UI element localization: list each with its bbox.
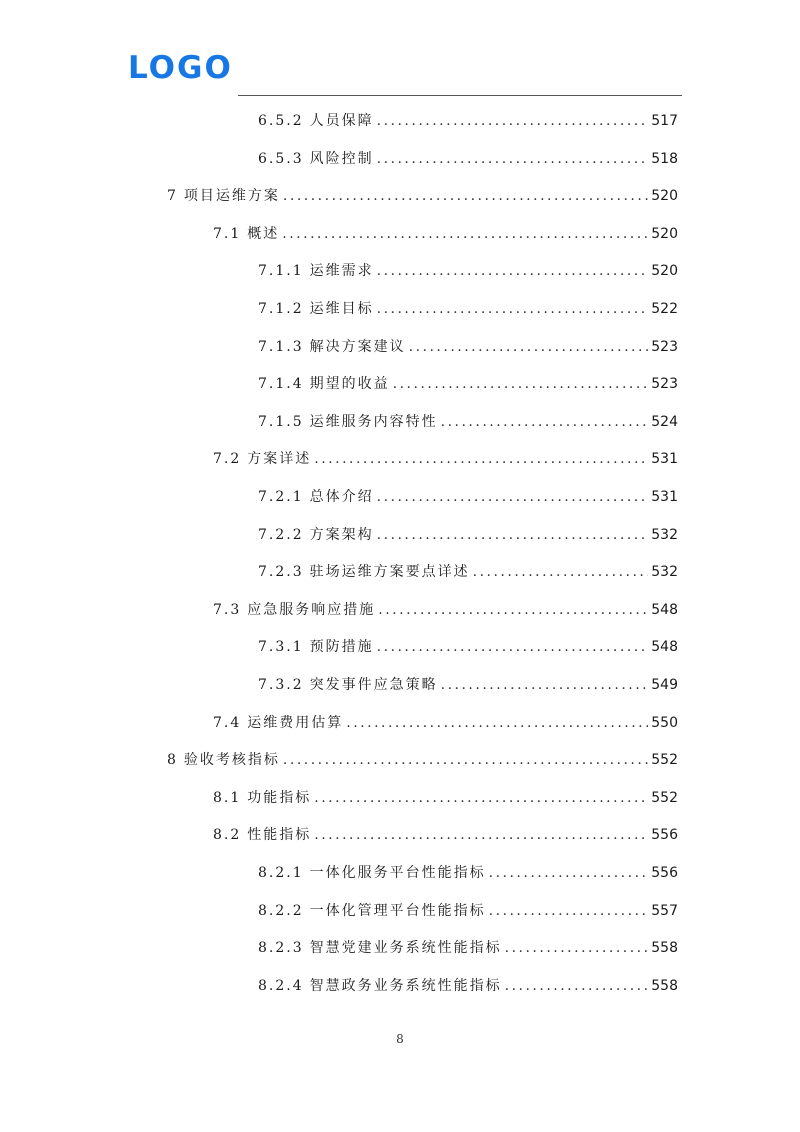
toc-entry-title: 验收考核指标 <box>183 752 280 769</box>
toc-entry[interactable] <box>213 780 678 816</box>
toc-dot-leader <box>378 592 648 628</box>
toc-entry-number: 8 <box>167 752 178 769</box>
toc-entry-page: 549 <box>651 677 678 693</box>
toc-entry-title: 运维服务内容特性 <box>309 413 438 430</box>
toc-entry-number: 7.1.5 <box>258 413 304 430</box>
toc-dot-leader <box>409 329 649 365</box>
toc-dot-leader <box>282 216 648 252</box>
toc-entry-number: 7.1.2 <box>258 301 304 317</box>
toc-dot-leader <box>441 667 649 703</box>
toc-entry[interactable] <box>258 291 678 327</box>
toc-dot-leader <box>505 930 649 966</box>
toc-entry-page: 523 <box>651 376 678 393</box>
header-divider <box>238 95 682 96</box>
toc-entry-page: 548 <box>651 639 678 656</box>
toc-entry-page: 524 <box>651 413 678 430</box>
toc-dot-leader <box>377 253 649 289</box>
toc-entry[interactable] <box>258 629 678 665</box>
toc-dot-leader <box>489 893 649 929</box>
toc-entry[interactable] <box>258 855 678 891</box>
toc-entry[interactable] <box>258 554 678 590</box>
toc-dot-leader <box>489 855 649 891</box>
toc-dot-leader <box>377 141 649 177</box>
toc-dot-leader <box>377 103 649 139</box>
toc-dot-leader <box>441 404 649 440</box>
toc-entry-number: 7.1.4 <box>258 376 304 393</box>
toc-entry-number: 7.4 <box>213 714 242 731</box>
toc-entry[interactable] <box>258 366 678 402</box>
toc-entry-page: 523 <box>651 338 678 355</box>
toc-entry-number: 7.1.3 <box>258 338 304 355</box>
toc-entry-number: 8.2.4 <box>258 977 304 994</box>
toc-entry[interactable] <box>258 103 678 139</box>
toc-entry-number: 6.5.2 <box>258 113 304 129</box>
toc-entry-title: 总体介绍 <box>309 489 374 505</box>
toc-entry[interactable] <box>167 742 678 778</box>
toc-entry-title: 驻场运维方案要点详述 <box>309 564 470 581</box>
toc-entry-number: 7 <box>167 188 178 205</box>
toc-entry-title: 概述 <box>247 225 280 242</box>
toc-entry-number: 7.2.3 <box>258 564 304 581</box>
toc-entry[interactable] <box>258 667 678 703</box>
toc-dot-leader <box>377 629 649 665</box>
toc-dot-leader <box>314 780 648 816</box>
toc-entry-title: 风险控制 <box>309 150 374 167</box>
toc-entry-title: 功能指标 <box>247 789 312 806</box>
toc-entry-title: 方案详述 <box>247 451 312 468</box>
toc-entry-title: 项目运维方案 <box>183 188 280 205</box>
toc-entry-page: 548 <box>651 601 678 618</box>
toc-entry-title: 运维目标 <box>309 301 374 317</box>
toc-entry[interactable] <box>258 930 678 966</box>
toc-entry[interactable] <box>213 817 678 853</box>
toc-entry-page: 550 <box>651 714 678 731</box>
toc-entry[interactable] <box>213 441 678 477</box>
toc-entry-page: 531 <box>651 489 678 505</box>
toc-entry-title: 应急服务响应措施 <box>247 601 376 618</box>
toc-dot-leader <box>314 817 648 853</box>
toc-dot-leader <box>505 968 649 1004</box>
toc-entry-page: 556 <box>651 827 678 844</box>
toc-entry-title: 方案架构 <box>309 526 374 543</box>
toc-entry-title: 一体化管理平台性能指标 <box>309 902 486 919</box>
toc-entry-page: 558 <box>651 940 678 957</box>
toc-entry[interactable] <box>213 216 678 252</box>
toc-entry[interactable] <box>258 517 678 553</box>
toc-entry-number: 8.2.1 <box>258 865 304 881</box>
toc-entry-number: 8.2 <box>213 827 242 844</box>
toc-dot-leader <box>283 742 648 778</box>
logo: LOGO <box>128 50 233 86</box>
toc-entry-number: 7.1 <box>213 225 242 242</box>
toc-entry-number: 7.2.1 <box>258 489 304 505</box>
toc-entry[interactable] <box>258 329 678 365</box>
toc-entry-number: 8.2.3 <box>258 940 304 957</box>
toc-entry[interactable] <box>213 592 678 628</box>
toc-entry[interactable] <box>258 404 678 440</box>
page-number: 8 <box>396 1032 404 1046</box>
toc-entry-number: 7.3 <box>213 601 242 618</box>
toc-entry-page: 557 <box>651 902 678 919</box>
toc-entry-page: 552 <box>651 752 678 769</box>
toc-entry[interactable] <box>258 479 678 515</box>
toc-entry[interactable] <box>258 141 678 177</box>
toc-entry[interactable] <box>213 705 678 741</box>
toc-entry[interactable] <box>258 968 678 1004</box>
toc-entry-title: 性能指标 <box>247 827 312 844</box>
toc-dot-leader <box>473 554 649 590</box>
toc-entry-page: 552 <box>651 789 678 806</box>
toc-dot-leader <box>283 178 648 214</box>
toc-entry-number: 6.5.3 <box>258 150 304 167</box>
toc-entry[interactable] <box>258 893 678 929</box>
toc-entry-title: 一体化服务平台性能指标 <box>309 865 486 881</box>
toc-entry-page: 558 <box>651 977 678 994</box>
toc-entry-title: 智慧政务业务系统性能指标 <box>309 977 502 994</box>
toc-dot-leader <box>377 291 649 327</box>
toc-entry-title: 人员保障 <box>309 113 374 129</box>
toc-entry-title: 期望的收益 <box>309 376 390 393</box>
toc-entry-title: 预防措施 <box>309 639 374 656</box>
toc-entry-page: 522 <box>651 301 678 317</box>
toc-dot-leader <box>393 366 649 402</box>
toc-entry-number: 7.2 <box>213 451 242 468</box>
toc-entry-page: 532 <box>651 564 678 581</box>
toc-dot-leader <box>377 479 649 515</box>
toc-entry-number: 7.1.1 <box>258 263 304 280</box>
toc-entry-number: 7.3.1 <box>258 639 304 656</box>
toc-entry[interactable] <box>258 253 678 289</box>
toc-dot-leader <box>314 441 648 477</box>
toc-entry-number: 8.1 <box>213 789 242 806</box>
toc-entry-page: 520 <box>651 225 678 242</box>
toc-entry-page: 556 <box>651 865 678 881</box>
toc-entry-title: 解决方案建议 <box>309 338 406 355</box>
toc-entry-title: 突发事件应急策略 <box>309 677 438 693</box>
toc-entry-title: 智慧党建业务系统性能指标 <box>309 940 502 957</box>
toc-entry[interactable] <box>167 178 678 214</box>
toc-dot-leader <box>377 517 649 553</box>
toc-entry-number: 8.2.2 <box>258 902 304 919</box>
toc-entry-title: 运维费用估算 <box>247 714 344 731</box>
toc-entry-page: 532 <box>651 526 678 543</box>
toc-dot-leader <box>346 705 648 741</box>
toc-entry-title: 运维需求 <box>309 263 374 280</box>
toc-entry-page: 517 <box>651 113 678 129</box>
toc-entry-page: 520 <box>651 188 678 205</box>
toc-entry-number: 7.3.2 <box>258 677 304 693</box>
toc-entry-page: 518 <box>651 150 678 167</box>
toc-entry-number: 7.2.2 <box>258 526 304 543</box>
toc-entry-page: 520 <box>651 263 678 280</box>
toc-entry-page: 531 <box>651 451 678 468</box>
